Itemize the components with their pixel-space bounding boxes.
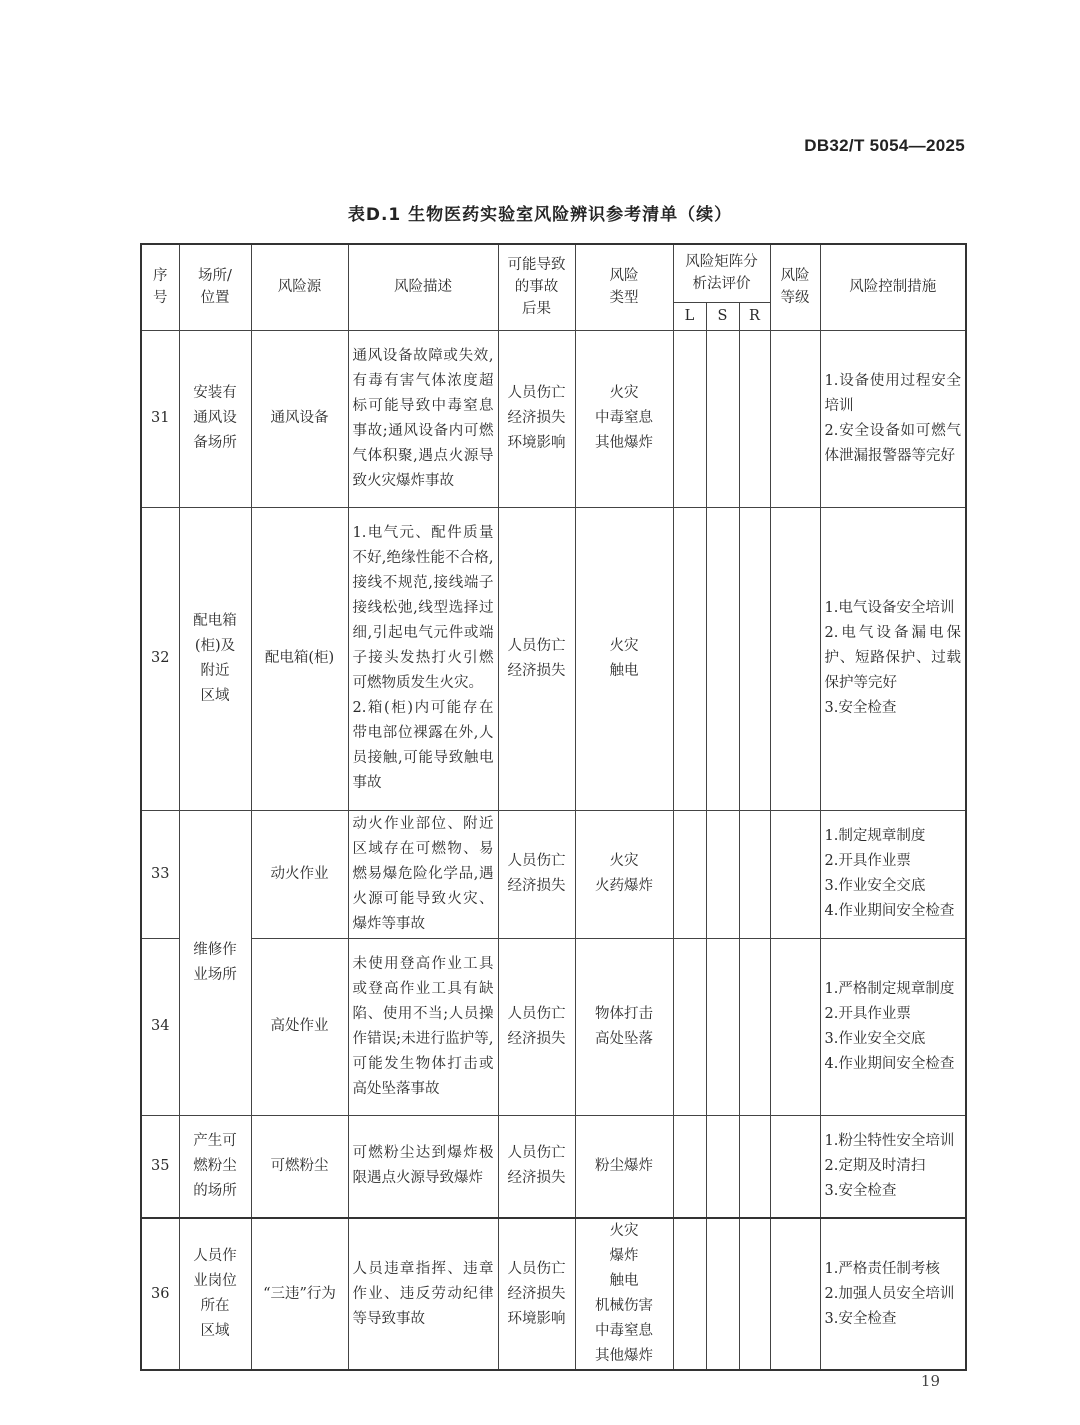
cell-consequence: 人员伤亡 经济损失 <box>498 810 575 938</box>
header-S: S <box>706 302 739 330</box>
table-row <box>141 938 966 1115</box>
cell-type: 火灾 中毒窒息 其他爆炸 <box>575 330 673 507</box>
cell-seq: 36 <box>141 1218 179 1370</box>
cell-source: 高处作业 <box>251 938 348 1115</box>
cell-consequence: 人员伤亡 经济损失 环境影响 <box>498 1218 575 1370</box>
cell-description: 可燃粉尘达到爆炸极限遇点火源导致爆炸 <box>348 1115 498 1218</box>
cell-seq: 31 <box>141 330 179 507</box>
header-type: 风险 类型 <box>575 244 673 330</box>
cell-consequence: 人员伤亡 经济损失 <box>498 507 575 810</box>
cell-R <box>739 938 770 1115</box>
header-L: L <box>673 302 706 330</box>
cell-L <box>673 507 706 810</box>
header-measures: 风险控制措施 <box>820 244 966 330</box>
cell-level <box>770 1115 820 1218</box>
cell-seq: 35 <box>141 1115 179 1218</box>
cell-level <box>770 330 820 507</box>
header-level: 风险 等级 <box>770 244 820 330</box>
cell-location: 人员作 业岗位 所在 区域 <box>179 1218 251 1370</box>
cell-R <box>739 330 770 507</box>
cell-S <box>706 507 739 810</box>
cell-S <box>706 330 739 507</box>
risk-table <box>140 243 967 1371</box>
cell-measures: 1.严格责任制考核 2.加强人员安全培训 3.安全检查 <box>820 1218 966 1370</box>
cell-location: 安装有 通风设 备场所 <box>179 330 251 507</box>
cell-measures: 1.设备使用过程安全培训 2.安全设备如可燃气体泄漏报警器等完好 <box>820 330 966 507</box>
cell-source: “三违”行为 <box>251 1218 348 1370</box>
cell-source: 配电箱(柜) <box>251 507 348 810</box>
header-consequence: 可能导致 的事故 后果 <box>498 244 575 330</box>
cell-S <box>706 938 739 1115</box>
cell-R <box>739 507 770 810</box>
cell-description: 1.电气元、配件质量不好,绝缘性能不合格,接线不规范,接线端子接线松弛,线型选择过细,引起电气元件或端子接头发热打火引燃可燃物质发生火灾。 2.箱(柜)内可能存在带电部位裸露在外,人员接触,可能导致触电事故 <box>348 507 498 810</box>
cell-S <box>706 1115 739 1218</box>
cell-type: 火灾 火药爆炸 <box>575 810 673 938</box>
cell-description: 通风设备故障或失效,有毒有害气体浓度超标可能导致中毒窒息事故;通风设备内可燃气体积聚,遇点火源导致火灾爆炸事故 <box>348 330 498 507</box>
cell-level <box>770 507 820 810</box>
document-code: DB32/T 5054—2025 <box>804 136 965 155</box>
cell-type: 火灾 爆炸 触电 机械伤害 中毒窒息 其他爆炸 <box>575 1218 673 1370</box>
cell-S <box>706 810 739 938</box>
table-row <box>141 1115 966 1218</box>
cell-description: 未使用登高作业工具或登高作业工具有缺陷、使用不当;人员操作错误;未进行监护等,可能发生物体打击或高处坠落事故 <box>348 938 498 1115</box>
cell-L <box>673 330 706 507</box>
cell-measures: 1.粉尘特性安全培训 2.定期及时清扫 3.安全检查 <box>820 1115 966 1218</box>
cell-L <box>673 1218 706 1370</box>
cell-L <box>673 938 706 1115</box>
cell-L <box>673 1115 706 1218</box>
table-row <box>141 507 966 810</box>
cell-measures: 1.严格制定规章制度 2.开具作业票 3.作业安全交底 4.作业期间安全检查 <box>820 938 966 1115</box>
cell-measures: 1.电气设备安全培训 2.电气设备漏电保护、短路保护、过载保护等完好 3.安全检查 <box>820 507 966 810</box>
cell-source: 可燃粉尘 <box>251 1115 348 1218</box>
cell-consequence: 人员伤亡 经济损失 <box>498 938 575 1115</box>
cell-location: 配电箱 (柜)及 附近 区域 <box>179 507 251 810</box>
cell-consequence: 人员伤亡 经济损失 环境影响 <box>498 330 575 507</box>
table-title: 表D.1 生物医药实验室风险辨识参考清单（续） <box>347 205 733 225</box>
cell-L <box>673 810 706 938</box>
table-row <box>141 1218 966 1370</box>
cell-level <box>770 1218 820 1370</box>
table-row <box>141 330 966 507</box>
header-description: 风险描述 <box>348 244 498 330</box>
header-matrix: 风险矩阵分 析法评价 <box>673 244 770 302</box>
cell-source: 动火作业 <box>251 810 348 938</box>
header-seq: 序 号 <box>141 244 179 330</box>
cell-type: 火灾 触电 <box>575 507 673 810</box>
cell-level <box>770 810 820 938</box>
cell-R <box>739 810 770 938</box>
header-R: R <box>739 302 770 330</box>
cell-source: 通风设备 <box>251 330 348 507</box>
cell-type: 物体打击 高处坠落 <box>575 938 673 1115</box>
cell-location: 产生可 燃粉尘 的场所 <box>179 1115 251 1218</box>
header-source: 风险源 <box>251 244 348 330</box>
cell-seq: 32 <box>141 507 179 810</box>
cell-description: 动火作业部位、附近区域存在可燃物、易燃易爆危险化学品,遇火源可能导致火灾、爆炸等事故 <box>348 810 498 938</box>
page-number: 19 <box>920 1372 940 1390</box>
cell-location: 维修作 业场所 <box>179 810 251 1115</box>
cell-measures: 1.制定规章制度 2.开具作业票 3.作业安全交底 4.作业期间安全检查 <box>820 810 966 938</box>
cell-S <box>706 1218 739 1370</box>
table-row <box>141 810 966 938</box>
cell-R <box>739 1218 770 1370</box>
cell-seq: 34 <box>141 938 179 1115</box>
cell-R <box>739 1115 770 1218</box>
cell-type: 粉尘爆炸 <box>575 1115 673 1218</box>
cell-seq: 33 <box>141 810 179 938</box>
header-location: 场所/ 位置 <box>179 244 251 330</box>
cell-level <box>770 938 820 1115</box>
cell-consequence: 人员伤亡 经济损失 <box>498 1115 575 1218</box>
cell-description: 人员违章指挥、违章作业、违反劳动纪律等导致事故 <box>348 1218 498 1370</box>
